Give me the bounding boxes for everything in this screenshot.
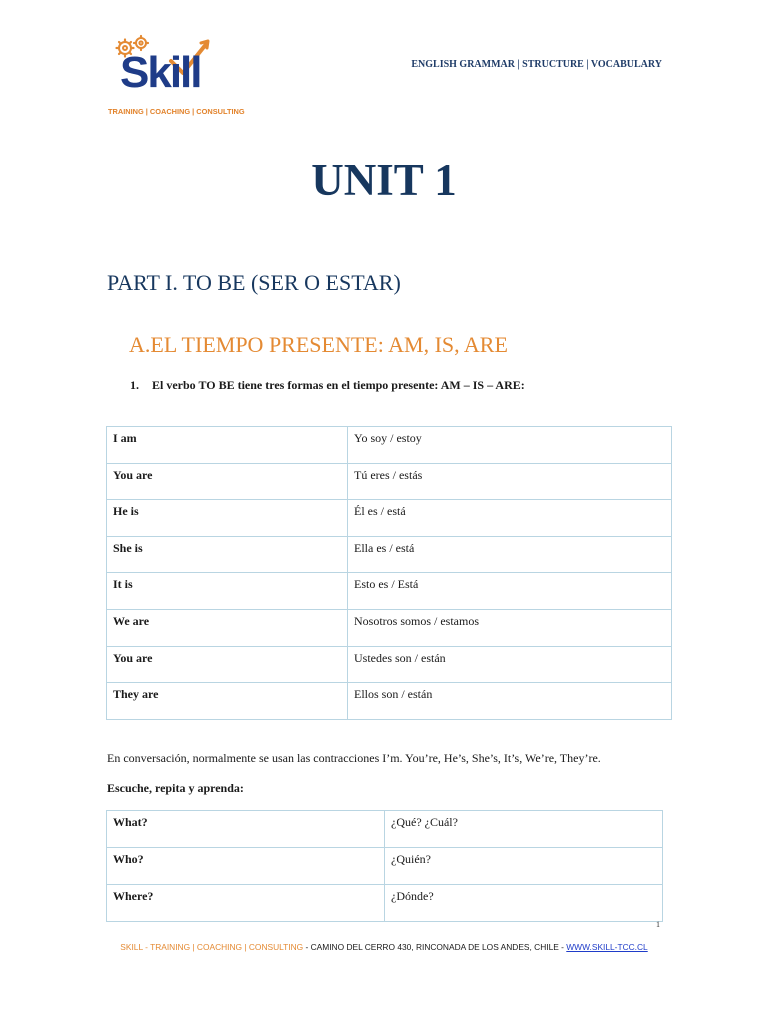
table-row [107,427,672,464]
english-cell: She is [107,536,348,573]
footer [0,942,768,952]
table-row [107,609,672,646]
spanish-cell: Yo soy / estoy [348,427,672,464]
question-words-table [106,810,663,922]
spanish-cell: Ellos son / están [348,683,672,720]
spanish-cell: Él es / está [348,500,672,537]
table-row [107,463,672,500]
spanish-cell: ¿Dónde? [385,885,663,922]
table-row [107,683,672,720]
to-be-conjugation-table [106,426,672,720]
spanish-cell: Tú eres / estás [348,463,672,500]
english-cell: Where? [107,885,385,922]
table-row [107,811,663,848]
spanish-cell: Ustedes son / están [348,646,672,683]
english-cell: You are [107,646,348,683]
footer-address: - CAMINO DEL CERRO 430, RINCONADA DE LOS ANDES, CHILE - [303,942,567,952]
section-title: A.EL TIEMPO PRESENTE: AM, IS, ARE [129,332,508,357]
contractions-note: En conversación, normalmente se usan las contracciones I’m. You’re, He’s, She’s, It’s, We’re, They’re. [107,751,601,765]
spanish-cell: Ella es / está [348,536,672,573]
english-cell: We are [107,609,348,646]
unit-title: UNIT 1 [311,155,457,205]
part-title: PART I. TO BE (SER O ESTAR) [107,270,401,295]
footer-website-link[interactable]: WWW.SKILL-TCC.CL [566,942,648,952]
english-cell: It is [107,573,348,610]
table-row [107,573,672,610]
english-cell: You are [107,463,348,500]
logo-tagline: TRAINING | COACHING | CONSULTING [108,107,245,116]
listen-heading: Escuche, repita y aprenda: [107,781,244,795]
table-row [107,885,663,922]
table-row [107,536,672,573]
english-cell: I am [107,427,348,464]
point-number: 1. [130,378,139,392]
footer-brand: SKILL - TRAINING | COACHING | CONSULTING [120,942,304,952]
table-row [107,848,663,885]
table-row [107,500,672,537]
english-cell: What? [107,811,385,848]
spanish-cell: ¿Qué? ¿Cuál? [385,811,663,848]
english-cell: They are [107,683,348,720]
logo-wordmark: Skill [120,48,201,97]
header-topics: ENGLISH GRAMMAR | STRUCTURE | VOCABULARY [411,59,662,70]
skill-logo [103,33,245,119]
spanish-cell: Nosotros somos / estamos [348,609,672,646]
spanish-cell: Esto es / Está [348,573,672,610]
point-text: El verbo TO BE tiene tres formas en el tiempo presente: AM – IS – ARE: [152,378,525,392]
table-row [107,646,672,683]
spanish-cell: ¿Quién? [385,848,663,885]
english-cell: Who? [107,848,385,885]
page-number: 1 [656,920,660,929]
english-cell: He is [107,500,348,537]
